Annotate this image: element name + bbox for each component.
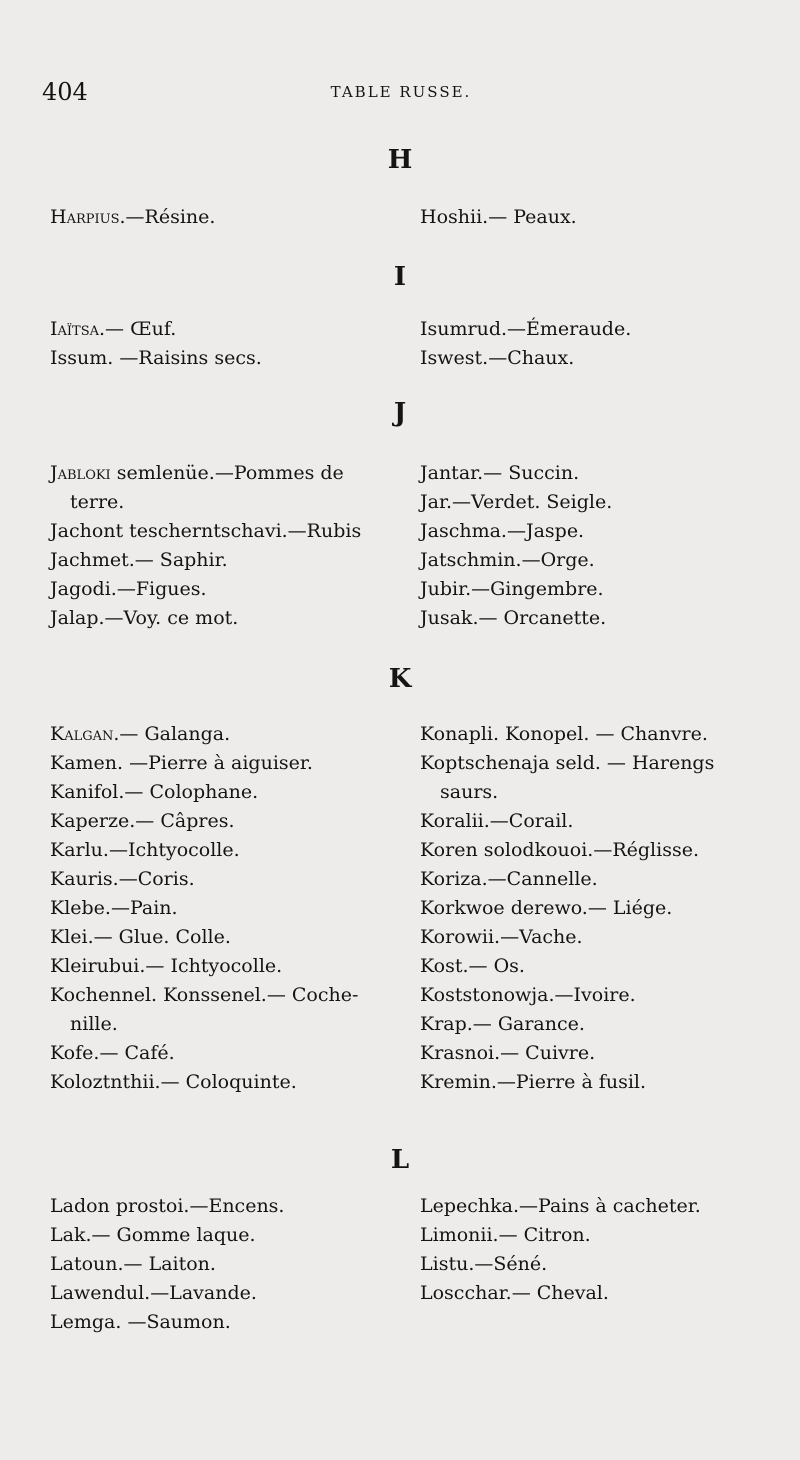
entry-text: semlenüe.—Pommes de terre. (70, 462, 344, 513)
left-column (50, 720, 395, 1097)
left-column (50, 203, 395, 232)
glossary-entry (50, 1192, 395, 1221)
section-letter-h: H (387, 145, 413, 175)
glossary-entry (50, 952, 395, 981)
glossary-entry (50, 749, 395, 778)
glossary-entry (50, 720, 395, 749)
glossary-entry (50, 1279, 395, 1308)
entry-text: Ladon prostoi.—Encens. (50, 1195, 285, 1217)
entry-text: Koststonowja.—Ivoire. (420, 984, 636, 1006)
section-letter-j: J (393, 398, 407, 428)
entry-text: Kremin.—Pierre à fusil. (420, 1071, 647, 1093)
entry-text: Jantar.— Succin. (420, 462, 580, 484)
glossary-entry (420, 1192, 765, 1221)
right-column (420, 203, 765, 232)
glossary-entry (420, 604, 765, 633)
entry-text: Issum. —Raisins secs. (50, 347, 262, 369)
glossary-entry (50, 1221, 395, 1250)
page-number: 404 (42, 78, 88, 106)
glossary-entry (420, 865, 765, 894)
glossary-entry (420, 1068, 765, 1097)
glossary-entry (50, 459, 395, 517)
entry-lead-word: Kalgan (50, 723, 114, 745)
section-letter-i: I (393, 262, 407, 292)
glossary-entry (50, 981, 395, 1039)
glossary-entry (50, 1308, 395, 1337)
left-column (50, 459, 395, 633)
glossary-entry (50, 517, 395, 546)
glossary-entry (50, 836, 395, 865)
glossary-entry (420, 981, 765, 1010)
entry-text: Kauris.—Coris. (50, 868, 195, 890)
glossary-entry (420, 459, 765, 488)
glossary-entry (420, 749, 765, 807)
glossary-entry (50, 1250, 395, 1279)
glossary-entry (420, 546, 765, 575)
entry-text: Kleirubui.— Ichtyocolle. (50, 955, 283, 977)
entry-lead-word: Iaïtsa (50, 318, 99, 340)
entry-text: Korkwoe derewo.— Liége. (420, 897, 673, 919)
entry-lead-word: Harpius (50, 206, 120, 228)
entry-text: Jar.—Verdet. Seigle. (420, 491, 613, 513)
entry-text: .— Œuf. (99, 318, 177, 340)
entry-text: Jatschmin.—Orge. (420, 549, 595, 571)
glossary-entry (420, 1039, 765, 1068)
glossary-entry (50, 315, 395, 344)
glossary-entry (420, 894, 765, 923)
entry-text: Koriza.—Cannelle. (420, 868, 598, 890)
entry-text: Korowii.—Vache. (420, 926, 583, 948)
entry-text: Koralii.—Corail. (420, 810, 574, 832)
entry-text: Kanifol.— Colophane. (50, 781, 259, 803)
left-column (50, 315, 395, 373)
entry-text: Kochennel. Konssenel.— Coche-nille. (50, 984, 359, 1035)
right-column (420, 720, 765, 1097)
glossary-entry (50, 604, 395, 633)
right-column (420, 459, 765, 633)
glossary-entry (420, 1279, 765, 1308)
glossary-entry (50, 778, 395, 807)
entry-text: Iswest.—Chaux. (420, 347, 575, 369)
entry-text: Kost.— Os. (420, 955, 525, 977)
entry-text: Lak.— Gomme laque. (50, 1224, 256, 1246)
entry-text: Konapli. Konopel. — Chanvre. (420, 723, 708, 745)
entry-text: Jachmet.— Saphir. (50, 549, 228, 571)
entry-text: Limonii.— Citron. (420, 1224, 591, 1246)
entry-text: Karlu.—Ichtyocolle. (50, 839, 240, 861)
entry-text: Isumrud.—Émeraude. (420, 318, 632, 340)
entry-text: Klebe.—Pain. (50, 897, 178, 919)
entry-text: Koloztnthii.— Coloquinte. (50, 1071, 297, 1093)
running-title: TABLE RUSSE. (330, 83, 472, 101)
entry-text: .—Résine. (119, 206, 216, 228)
entry-text: Kamen. —Pierre à aiguiser. (50, 752, 313, 774)
section-letter-l: L (390, 1145, 410, 1175)
glossary-entry (420, 1221, 765, 1250)
glossary-entry (50, 575, 395, 604)
entry-text: .— Galanga. (113, 723, 231, 745)
page-header (42, 78, 760, 108)
glossary-entry (50, 344, 395, 373)
entry-lead-word: Jabloki (50, 462, 111, 484)
entry-text: Listu.—Séné. (420, 1253, 548, 1275)
glossary-entry (420, 517, 765, 546)
right-column (420, 1192, 765, 1308)
glossary-entry (50, 546, 395, 575)
section-letter-k: K (388, 664, 412, 694)
glossary-entry (420, 315, 765, 344)
entry-text: Jalap.—Voy. ce mot. (50, 607, 239, 629)
entry-text: Jaschma.—Jaspe. (420, 520, 585, 542)
entry-text: Lemga. —Saumon. (50, 1311, 231, 1333)
glossary-entry (420, 575, 765, 604)
entry-text: Koren solodkouoi.—Réglisse. (420, 839, 699, 861)
glossary-entry (420, 720, 765, 749)
glossary-entry (420, 203, 765, 232)
entry-text: Kofe.— Café. (50, 1042, 175, 1064)
glossary-entry (50, 894, 395, 923)
glossary-entry (420, 344, 765, 373)
glossary-entry (50, 923, 395, 952)
entry-text: Jubir.—Gingembre. (420, 578, 604, 600)
entry-text: Latoun.— Laiton. (50, 1253, 216, 1275)
glossary-entry (420, 488, 765, 517)
glossary-entry (420, 923, 765, 952)
left-column (50, 1192, 395, 1337)
glossary-entry (50, 807, 395, 836)
entry-text: Loscchar.— Cheval. (420, 1282, 609, 1304)
glossary-entry (50, 203, 395, 232)
entry-text: Hoshii.— Peaux. (420, 206, 577, 228)
entry-text: Jachont tescherntschavi.—Rubis (50, 520, 362, 542)
right-column (420, 315, 765, 373)
glossary-entry (420, 1250, 765, 1279)
glossary-entry (420, 1010, 765, 1039)
glossary-entry (420, 836, 765, 865)
entry-text: Krap.— Garance. (420, 1013, 585, 1035)
entry-text: Krasnoi.— Cuivre. (420, 1042, 596, 1064)
entry-text: Koptschenaja seld. — Harengs saurs. (420, 752, 715, 803)
entry-text: Kaperze.— Câpres. (50, 810, 235, 832)
glossary-entry (420, 952, 765, 981)
glossary-entry (50, 1068, 395, 1097)
entry-text: Jagodi.—Figues. (50, 578, 207, 600)
entry-text: Jusak.— Orcanette. (420, 607, 607, 629)
entry-text: Lawendul.—Lavande. (50, 1282, 257, 1304)
glossary-entry (420, 807, 765, 836)
entry-text: Lepechka.—Pains à cacheter. (420, 1195, 701, 1217)
entry-text: Klei.— Glue. Colle. (50, 926, 231, 948)
glossary-entry (50, 1039, 395, 1068)
glossary-entry (50, 865, 395, 894)
